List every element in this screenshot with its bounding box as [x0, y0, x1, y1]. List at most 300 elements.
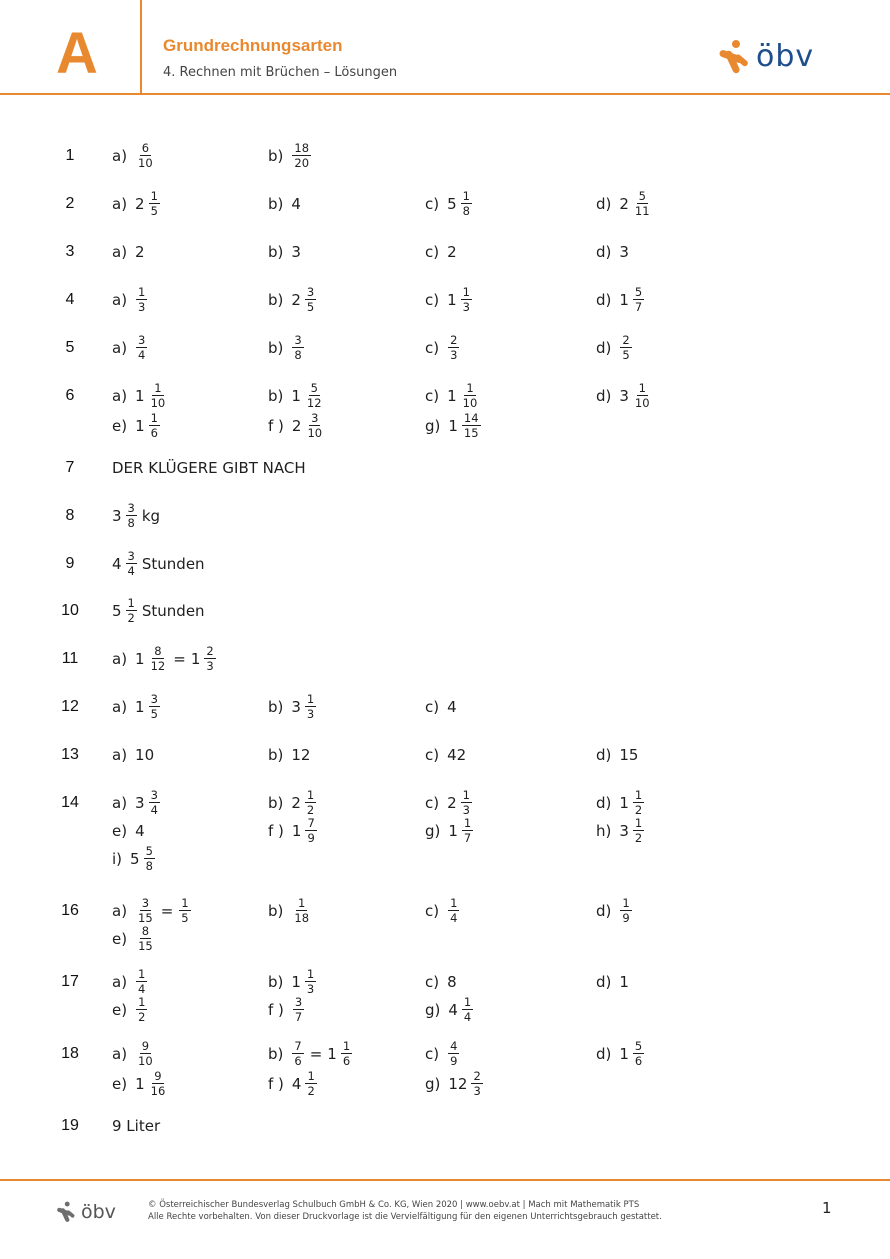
numerator: 14 [463, 411, 479, 425]
numerator: 1 [622, 896, 630, 910]
whole-number: 1 [190, 649, 201, 668]
chapter-letter: A [56, 21, 98, 86]
denominator: 8 [145, 859, 153, 873]
answer-label: b) [268, 338, 284, 357]
answer-label: e) [112, 929, 128, 948]
denominator: 8 [462, 204, 470, 218]
denominator: 2 [138, 1010, 146, 1024]
fraction [305, 382, 324, 409]
denominator: 15 [138, 911, 153, 925]
answer-i [112, 845, 156, 872]
answer-f [268, 817, 318, 844]
whole-number: 10 [135, 746, 155, 764]
fraction [149, 1070, 168, 1097]
answer-f [268, 412, 325, 439]
answer-label: a) [112, 793, 128, 812]
numerator: 1 [306, 788, 315, 802]
exercise-3 [0, 238, 890, 268]
denominator: 5 [622, 348, 630, 362]
numerator: 3 [141, 896, 150, 910]
denominator: 10 [150, 396, 166, 410]
numerator: 9 [154, 1069, 162, 1083]
answer-d [596, 789, 645, 816]
whole-number: 2 [447, 793, 457, 812]
answer-label: b) [268, 1044, 284, 1063]
fraction [149, 645, 168, 672]
answer-label: d) [596, 386, 612, 405]
answer-label: a) [112, 194, 128, 213]
answer-label: a) [112, 972, 128, 991]
denominator: 5 [306, 300, 315, 314]
numerator: 3 [294, 333, 302, 347]
answer-label: d) [596, 338, 612, 357]
equals-sign: = [160, 901, 174, 920]
denominator: 15 [138, 939, 153, 953]
answer-label: e) [112, 416, 128, 435]
answer-d [596, 334, 633, 361]
numerator: 1 [463, 995, 472, 1009]
answer-b [268, 286, 317, 313]
whole-number: 3 [619, 243, 629, 261]
fraction [126, 597, 137, 624]
denominator: 2 [127, 611, 135, 625]
numerator: 5 [634, 1039, 643, 1053]
answer-label: e) [112, 822, 128, 840]
exercise-number: 19 [61, 1117, 79, 1134]
unit-text: Stunden [141, 601, 205, 620]
answer-label: g) [425, 1000, 441, 1019]
numerator: 3 [138, 333, 146, 347]
answer-label: c) [425, 386, 440, 405]
fraction [448, 334, 459, 361]
numerator: 2 [450, 333, 458, 347]
answer-c [425, 897, 460, 924]
denominator: 10 [307, 426, 323, 440]
answer-label: a) [112, 1044, 128, 1063]
numerator: 1 [138, 995, 146, 1009]
denominator: 2 [634, 831, 643, 845]
exercise-13 [0, 741, 890, 771]
fraction [633, 382, 652, 409]
numerator: 4 [450, 1039, 458, 1053]
fraction [461, 382, 480, 409]
denominator: 6 [150, 426, 158, 440]
whole-number: 1 [619, 793, 629, 812]
unit-text: Stunden [141, 554, 205, 573]
fraction [179, 897, 190, 924]
denominator: 4 [138, 348, 146, 362]
numerator: 3 [306, 285, 315, 299]
fraction [461, 190, 472, 217]
fraction [204, 645, 215, 672]
answer-b [268, 1040, 353, 1067]
answer-g [425, 817, 474, 844]
exercise-14 [0, 789, 890, 879]
whole-number: 4 [291, 1074, 302, 1093]
answer-label: f ) [268, 1000, 284, 1019]
numerator: 1 [138, 967, 146, 981]
denominator: 3 [450, 348, 458, 362]
exercise-number: 3 [65, 243, 75, 260]
numerator: 1 [307, 1069, 315, 1083]
answer-label: a) [112, 901, 128, 920]
exercise-number: 2 [65, 195, 75, 212]
numerator: 9 [141, 1039, 150, 1053]
numerator: 1 [150, 189, 158, 203]
copyright-line: © Österreichischer Bundesverlag Schulbuch GmbH & Co. KG, Wien 2020 | www.oebv.at | Mach mit Mathematik PTS [148, 1200, 640, 1210]
fraction [149, 412, 160, 439]
answer-c [425, 382, 480, 409]
numerator: 1 [298, 896, 306, 910]
exercise-number: 9 [65, 555, 75, 572]
exercise-number: 8 [65, 507, 75, 524]
answer-label: g) [425, 1074, 441, 1093]
fraction [341, 1040, 352, 1067]
answer-label: b) [268, 697, 284, 716]
exercise-4 [0, 286, 890, 316]
fraction [633, 190, 652, 217]
denominator: 3 [462, 803, 470, 817]
answer-label: a) [112, 338, 128, 357]
fraction [149, 789, 160, 816]
answer-a [112, 190, 161, 217]
answer-h [596, 817, 645, 844]
fraction [136, 968, 147, 995]
answer-b [268, 195, 304, 213]
answer-label: d) [596, 243, 612, 261]
page-title: Grundrechnungsarten [163, 36, 343, 55]
logo-wordmark: öbv [756, 39, 815, 74]
whole-number: 1 [291, 821, 302, 840]
fraction [136, 996, 147, 1023]
fraction [136, 1040, 155, 1067]
exercise-number: 14 [61, 794, 79, 811]
answer-a [112, 286, 148, 313]
answer-label: b) [268, 901, 284, 920]
answer-label: a) [112, 146, 128, 165]
whole-number: 3 [135, 793, 145, 812]
denominator: 5 [150, 204, 158, 218]
denominator: 9 [307, 831, 315, 845]
answer-label: d) [596, 793, 612, 812]
fraction [136, 897, 155, 924]
whole-number: 3 [619, 386, 629, 405]
answer-label: b) [268, 146, 284, 165]
answer-e [112, 925, 156, 952]
answer-d [596, 286, 645, 313]
denominator: 10 [634, 396, 650, 410]
fraction [149, 190, 160, 217]
whole-number: 5 [447, 194, 457, 213]
fraction [620, 334, 631, 361]
whole-number: 1 [135, 649, 145, 668]
whole-number: 4 [448, 1000, 458, 1019]
answer-label: c) [425, 901, 440, 920]
answer-g [425, 1070, 484, 1097]
exercise-11 [0, 645, 890, 675]
denominator: 3 [306, 707, 315, 721]
answer-label: b) [268, 793, 284, 812]
footer-logo [55, 1201, 116, 1223]
numerator: 6 [141, 141, 150, 155]
fraction [471, 1070, 482, 1097]
whole-number: 5 [130, 849, 140, 868]
denominator: 5 [150, 707, 158, 721]
fraction [136, 925, 155, 952]
denominator: 6 [634, 1054, 643, 1068]
denominator: 4 [138, 982, 146, 996]
exercise-number: 5 [65, 339, 75, 356]
numerator: 8 [141, 924, 150, 938]
answer-g [425, 996, 474, 1023]
whole-number: 12 [291, 746, 311, 764]
page-number: 1 [822, 1199, 832, 1217]
answer-label: a) [112, 290, 128, 309]
answer-label: b) [268, 972, 284, 991]
answer-c [425, 1040, 460, 1067]
star-icon [55, 1201, 77, 1223]
denominator: 3 [473, 1084, 481, 1098]
answer-a [112, 645, 217, 672]
footer-rule [0, 1179, 890, 1181]
exercise-17 [0, 968, 890, 1028]
whole-number: 4 [135, 822, 145, 840]
fraction [126, 550, 137, 577]
fraction [292, 897, 311, 924]
unit-text: kg [141, 506, 161, 525]
answer-b [268, 382, 325, 409]
numerator: 5 [638, 189, 646, 203]
answer-c [425, 286, 473, 313]
numerator: 1 [342, 1039, 351, 1053]
exercise-18 [0, 1040, 890, 1100]
answer-d [596, 1040, 645, 1067]
numerator: 1 [306, 692, 315, 706]
answer-label: c) [425, 973, 440, 991]
exercise-number: 16 [61, 902, 79, 919]
numerator: 1 [450, 896, 458, 910]
answer-a [112, 897, 192, 924]
denominator: 10 [138, 156, 153, 170]
answer-label: a) [112, 386, 128, 405]
answer-value [112, 597, 205, 624]
denominator: 4 [127, 564, 135, 578]
whole-number: 2 [447, 243, 457, 261]
fraction [144, 845, 155, 872]
answer-label: a) [112, 697, 128, 716]
solution-text: 9 Liter [112, 1117, 161, 1135]
exercise-9 [0, 550, 890, 580]
answer-a [112, 382, 168, 409]
answer-label: c) [425, 698, 440, 716]
whole-number: 2 [291, 416, 302, 435]
answer-d [596, 897, 633, 924]
whole-number: 3 [291, 243, 301, 261]
header-divider [140, 0, 142, 93]
whole-number: 8 [447, 973, 457, 991]
answer-b [268, 789, 317, 816]
answer-label: f ) [268, 1074, 284, 1093]
whole-number: 1 [448, 416, 458, 435]
exercise-2 [0, 190, 890, 220]
denominator: 6 [342, 1054, 351, 1068]
exercise-8 [0, 502, 890, 532]
denominator: 7 [634, 300, 643, 314]
whole-number: 1 [135, 697, 145, 716]
answer-text [112, 459, 306, 477]
answer-b [268, 243, 304, 261]
whole-number: 1 [135, 386, 145, 405]
answer-label: a) [112, 649, 128, 668]
exercise-5 [0, 334, 890, 364]
publisher-logo [716, 38, 814, 76]
answer-label: c) [425, 194, 440, 213]
numerator: 2 [473, 1069, 481, 1083]
answer-a [112, 142, 156, 169]
answer-e [112, 1070, 168, 1097]
denominator: 11 [634, 204, 650, 218]
numerator: 2 [622, 333, 630, 347]
numerator: 1 [463, 816, 472, 830]
whole-number: 3 [619, 821, 629, 840]
denominator: 7 [463, 831, 472, 845]
fraction [305, 817, 316, 844]
numerator: 3 [127, 549, 135, 563]
answer-label: b) [268, 290, 284, 309]
denominator: 16 [150, 1084, 166, 1098]
denominator: 2 [307, 1084, 315, 1098]
whole-number: 1 [619, 290, 629, 309]
equals-sign: = [173, 649, 186, 668]
answer-c [425, 789, 473, 816]
numerator: 5 [634, 285, 643, 299]
exercise-7 [0, 454, 890, 484]
answer-e [112, 412, 161, 439]
answer-label: b) [268, 243, 284, 261]
answer-b [268, 142, 312, 169]
denominator: 10 [462, 396, 478, 410]
answer-label: c) [425, 1044, 440, 1063]
exercise-number: 18 [61, 1045, 79, 1062]
numerator: 1 [154, 381, 162, 395]
exercise-number: 7 [65, 459, 75, 476]
answer-d [596, 746, 641, 764]
fraction [305, 1070, 316, 1097]
answer-label: c) [425, 746, 440, 764]
answer-d [596, 190, 653, 217]
answer-b [268, 968, 317, 995]
exercise-10 [0, 597, 890, 627]
denominator: 18 [294, 911, 310, 925]
numerator: 3 [311, 411, 319, 425]
fraction [462, 817, 473, 844]
numerator: 1 [150, 411, 158, 425]
fraction [292, 142, 311, 169]
answer-label: b) [268, 195, 284, 213]
answer-label: c) [425, 290, 440, 309]
fraction [448, 1040, 459, 1067]
answer-a [112, 334, 148, 361]
numerator: 1 [306, 967, 315, 981]
copyright-notice [148, 1199, 662, 1223]
fraction [633, 1040, 644, 1067]
denominator: 4 [450, 911, 458, 925]
fraction [126, 502, 137, 529]
exercise-1 [0, 142, 890, 172]
answer-label: h) [596, 821, 612, 840]
fraction [293, 996, 304, 1023]
answer-d [596, 382, 653, 409]
fraction [633, 817, 644, 844]
fraction [292, 1040, 303, 1067]
answer-c [425, 334, 460, 361]
answer-label: b) [268, 746, 284, 764]
denominator: 15 [463, 426, 479, 440]
whole-number: 3 [112, 506, 122, 525]
denominator: 2 [634, 803, 643, 817]
whole-number: 4 [447, 698, 457, 716]
answer-c [425, 973, 460, 991]
denominator: 8 [127, 516, 135, 530]
numerator: 1 [462, 788, 470, 802]
numerator: 1 [462, 189, 470, 203]
answer-label: a) [112, 746, 128, 764]
denominator: 7 [294, 1010, 303, 1024]
denominator: 12 [150, 659, 166, 673]
answer-b [268, 334, 305, 361]
answer-label: d) [596, 746, 612, 764]
whole-number: 1 [135, 1074, 145, 1093]
exercise-number: 17 [61, 973, 79, 990]
answer-label: d) [596, 1044, 612, 1063]
rights-line: Alle Rechte vorbehalten. Von dieser Druckvorlage ist die Vervielfältigung für den eigenen Unterrichtsgebrauch gestattet. [148, 1212, 662, 1222]
exercise-6 [0, 382, 890, 442]
fraction [292, 334, 303, 361]
exercise-16 [0, 897, 890, 957]
whole-number: 12 [448, 1074, 468, 1093]
answer-a [112, 746, 157, 764]
numerator: 2 [206, 644, 214, 658]
answer-label: g) [425, 821, 441, 840]
answer-value [112, 502, 160, 529]
answer-a [112, 243, 148, 261]
numerator: 8 [154, 644, 162, 658]
denominator: 2 [306, 803, 315, 817]
denominator: 12 [306, 396, 322, 410]
whole-number: 1 [291, 972, 301, 991]
answer-label: d) [596, 290, 612, 309]
answer-a [112, 968, 148, 995]
denominator: 9 [450, 1054, 458, 1068]
answer-label: b) [268, 386, 284, 405]
exercise-number: 6 [65, 387, 75, 404]
numerator: 1 [127, 596, 135, 610]
numerator: 1 [181, 896, 189, 910]
fraction [149, 382, 168, 409]
answer-e [112, 822, 148, 840]
numerator: 1 [462, 285, 470, 299]
answer-d [596, 973, 632, 991]
denominator: 3 [138, 300, 146, 314]
exercise-number: 4 [65, 291, 75, 308]
denominator: 4 [150, 803, 158, 817]
numerator: 1 [634, 788, 643, 802]
numerator: 1 [638, 381, 646, 395]
answer-label: c) [425, 338, 440, 357]
denominator: 5 [181, 911, 189, 925]
fraction [136, 142, 155, 169]
page-subtitle: 4. Rechnen mit Brüchen – Lösungen [163, 65, 398, 80]
